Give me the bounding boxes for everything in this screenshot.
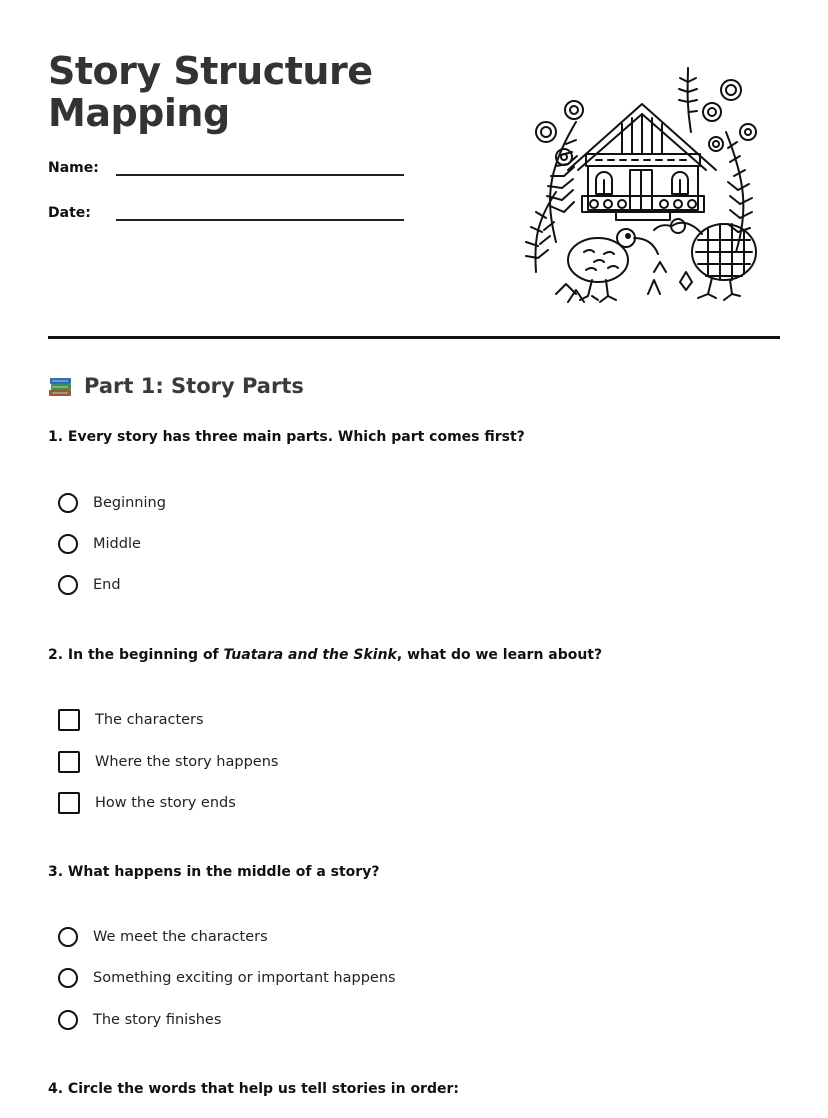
radio-button[interactable] (58, 575, 78, 595)
date-label: Date: (48, 205, 91, 221)
question-2 (48, 647, 602, 663)
name-field (48, 160, 99, 176)
name-input-line[interactable] (116, 174, 404, 176)
radio-button[interactable] (58, 927, 78, 947)
wharenui-kiwi-illustration-icon (516, 62, 772, 312)
name-label: Name: (48, 160, 99, 176)
question-2-suffix: , what do we learn about? (396, 647, 603, 663)
story-title: Tuatara and the Skink (223, 647, 397, 663)
question-1: 1. Every story has three main parts. Which part comes first? (48, 429, 525, 445)
page-title (48, 50, 372, 134)
question-3: 3. What happens in the middle of a story? (48, 864, 380, 880)
title-line-2: Mapping (48, 91, 230, 135)
books-icon (48, 375, 74, 397)
q3-option-something-happens[interactable] (58, 966, 396, 990)
title-line-1: Story Structure (48, 49, 373, 93)
option-label: Beginning (93, 495, 166, 511)
question-4: 4. Circle the words that help us tell stories in order: (48, 1081, 459, 1097)
checkbox[interactable] (58, 751, 80, 773)
checkbox[interactable] (58, 709, 80, 731)
header-divider (48, 336, 780, 339)
question-2-prefix: 2. In the beginning of (48, 647, 224, 663)
date-input-line[interactable] (116, 219, 404, 221)
option-label: Middle (93, 536, 141, 552)
q1-option-middle[interactable] (58, 532, 141, 556)
radio-button[interactable] (58, 493, 78, 513)
section-heading-label: Part 1: Story Parts (84, 374, 304, 398)
radio-button[interactable] (58, 1010, 78, 1030)
q1-option-end[interactable] (58, 573, 121, 597)
q2-option-setting[interactable] (58, 750, 278, 774)
q1-option-beginning[interactable] (58, 491, 166, 515)
option-label: End (93, 577, 121, 593)
checkbox[interactable] (58, 792, 80, 814)
option-label: How the story ends (95, 795, 236, 811)
q3-option-meet-characters[interactable] (58, 925, 268, 949)
q3-option-story-finishes[interactable] (58, 1008, 221, 1032)
section-heading-part-1 (48, 374, 304, 398)
option-label: Something exciting or important happens (93, 970, 396, 986)
q2-option-characters[interactable] (58, 708, 204, 732)
radio-button[interactable] (58, 968, 78, 988)
option-label: The characters (95, 712, 204, 728)
option-label: We meet the characters (93, 929, 268, 945)
date-field (48, 205, 91, 221)
q2-option-ending[interactable] (58, 791, 236, 815)
radio-button[interactable] (58, 534, 78, 554)
option-label: The story finishes (93, 1012, 222, 1028)
option-label: Where the story happens (95, 754, 279, 770)
